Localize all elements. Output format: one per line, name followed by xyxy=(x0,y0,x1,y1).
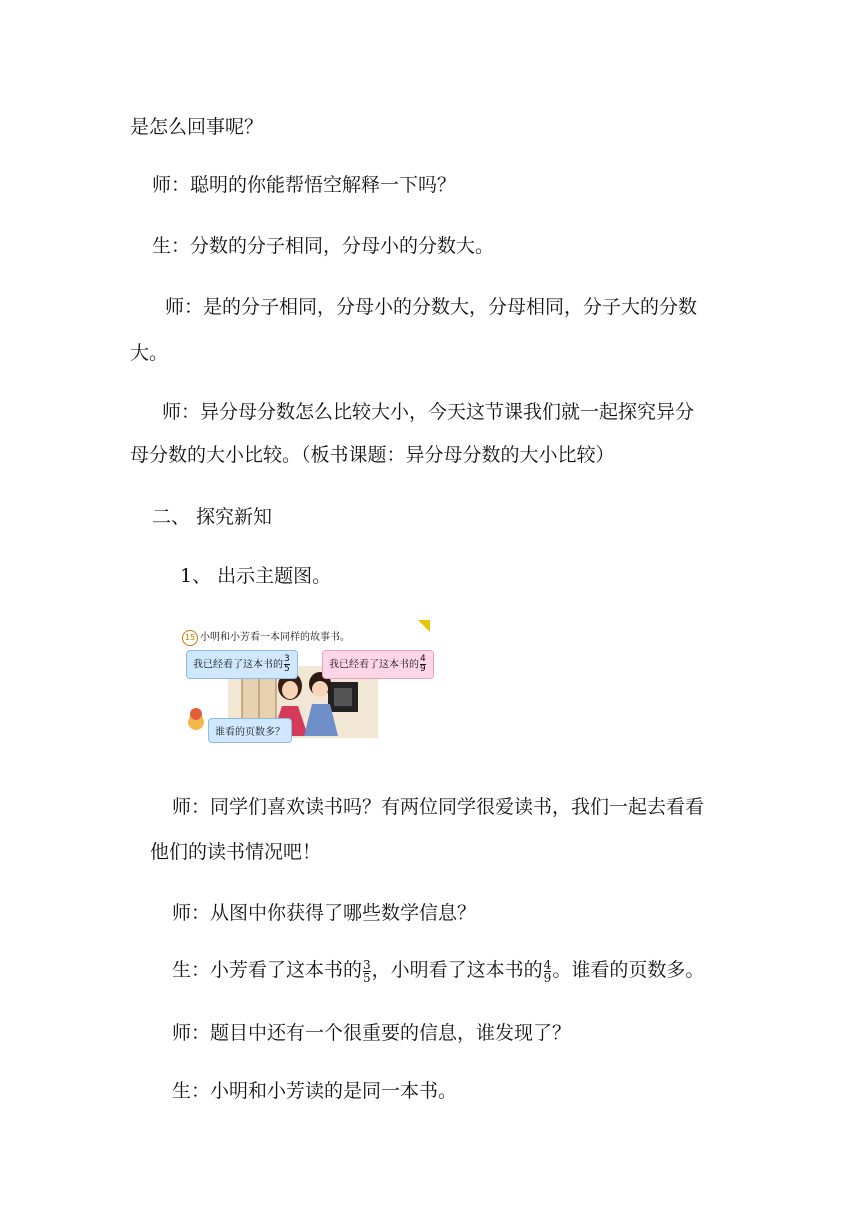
text-line-7: 母分数的大小比较。（板书课题：异分母分数的大小比较） xyxy=(130,444,615,466)
fraction-denominator: 5 xyxy=(363,970,371,985)
text-line-2: 师：聪明的你能帮悟空解释一下吗？ xyxy=(152,174,457,196)
right-bubble-text: 我已经看了这本书的 xyxy=(329,659,419,671)
fraction-denominator: 9 xyxy=(543,970,552,985)
right-speech-bubble xyxy=(322,650,434,679)
text-line-4: 师：是的分子相同，分母小的分数大，分母相同，分子大的分数 xyxy=(165,296,698,318)
text-line-6: 师：异分母分数怎么比较大小，今天这节课我们就一起探究异分 xyxy=(162,401,695,423)
text-line-9: 他们的读书情况吧！ xyxy=(150,841,322,863)
fraction-denominator: 9 xyxy=(420,664,426,674)
fraction-numerator: 3 xyxy=(284,654,290,664)
theme-illustration xyxy=(178,618,430,750)
left-speech-bubble xyxy=(186,650,298,679)
student-fraction-line xyxy=(172,958,704,984)
step-1: 1、 出示主题图。 xyxy=(180,565,332,587)
student-line-part-2: ，小明看了这本书的 xyxy=(371,959,543,981)
question-bubble: 谁看的页数多？ xyxy=(208,718,292,743)
text-line-1: 是怎么回事呢？ xyxy=(130,116,264,138)
section-heading: 二、 探究新知 xyxy=(152,506,273,528)
text-line-5: 大。 xyxy=(130,342,169,364)
fraction-numerator: 4 xyxy=(420,654,426,664)
text-line-11: 师：题目中还有一个很重要的信息，谁发现了？ xyxy=(172,1022,572,1044)
fraction-three-fifths xyxy=(363,959,371,984)
right-bubble-fraction xyxy=(420,655,426,674)
student-line-part-1: 生：小芳看了这本书的 xyxy=(172,959,363,981)
left-bubble-text: 我已经看了这本书的 xyxy=(193,659,283,671)
text-line-3: 生：分数的分子相同，分母小的分数大。 xyxy=(152,235,495,257)
problem-number-badge: 15 xyxy=(182,630,198,646)
fraction-numerator: 4 xyxy=(543,957,552,972)
illustration-title xyxy=(182,628,350,646)
left-bubble-fraction xyxy=(284,655,290,674)
text-line-10: 师：从图中你获得了哪些数学信息？ xyxy=(172,902,477,924)
text-line-12: 生：小明和小芳读的是同一本书。 xyxy=(172,1080,458,1102)
fraction-four-ninths xyxy=(544,959,552,984)
student-line-part-3: 。谁看的页数多。 xyxy=(552,959,705,981)
text-line-8: 师：同学们喜欢读书吗？有两位同学很爱读书，我们一起去看看 xyxy=(172,796,705,818)
fraction-denominator: 5 xyxy=(284,664,290,674)
fraction-numerator: 3 xyxy=(363,957,371,972)
illustration-title-text: 小明和小芳看一本同样的故事书。 xyxy=(200,632,350,643)
